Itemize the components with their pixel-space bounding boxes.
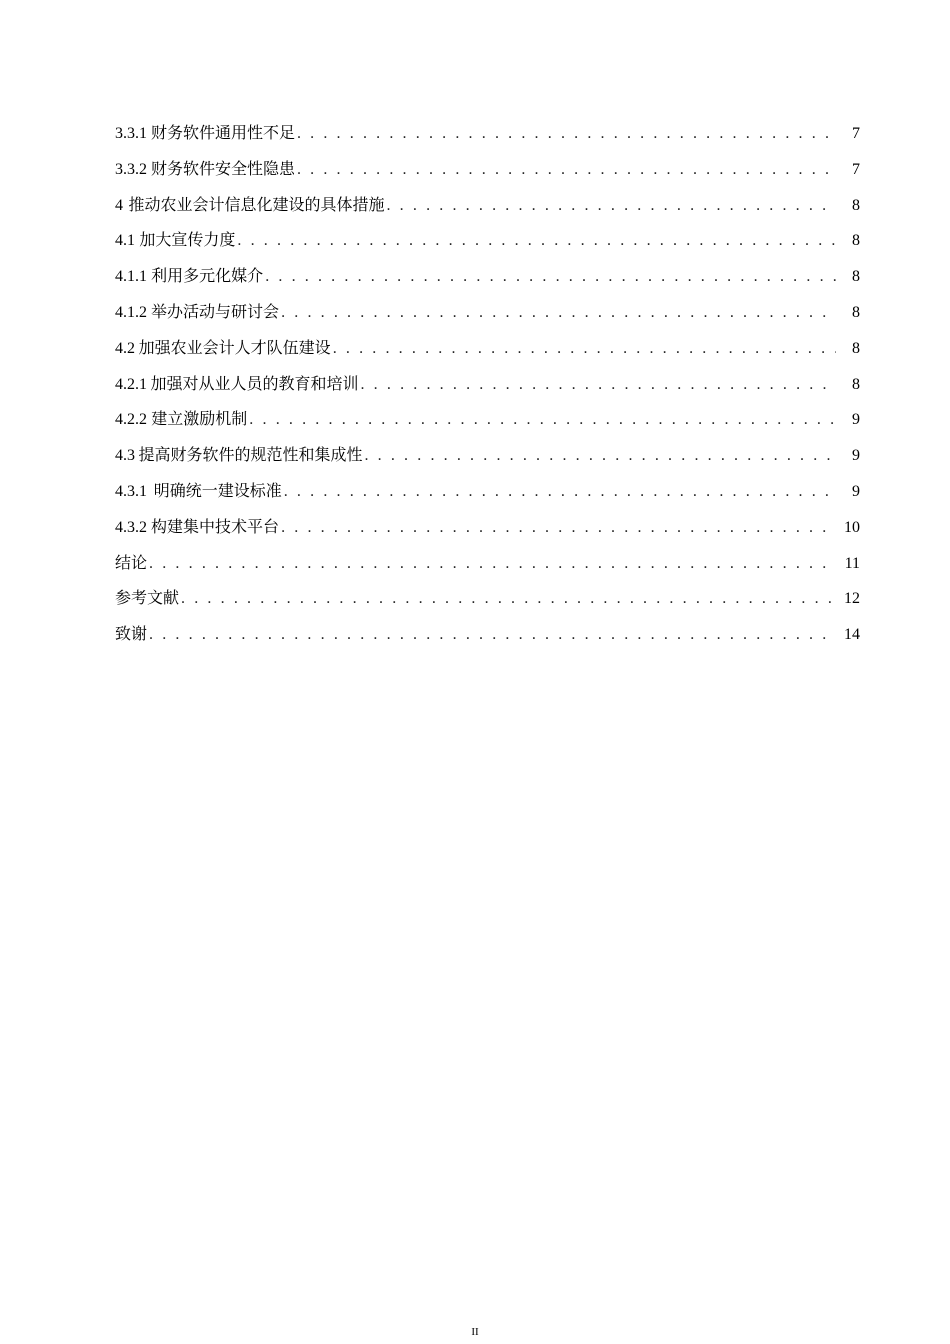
- toc-entry-title: 致谢: [115, 624, 148, 644]
- toc-entry-number: 3.3.2: [115, 160, 147, 178]
- toc-entry-title: 举办活动与研讨会: [151, 301, 280, 321]
- toc-entry-title: 推动农业会计信息化建设的具体措施: [128, 194, 385, 214]
- toc-entry-number: 4.1.1: [115, 268, 147, 286]
- dot-leader: [181, 581, 836, 617]
- dot-leader: [149, 617, 836, 653]
- page-number: II: [471, 1326, 479, 1338]
- toc-entry-number: 4.1.2: [115, 303, 147, 321]
- toc-entry-page: 14: [844, 626, 860, 644]
- toc-entry-title: 构建集中技术平台: [151, 516, 280, 536]
- toc-entry-number: 4.2.1: [115, 375, 147, 393]
- toc-entry-references[interactable]: [115, 580, 860, 616]
- dot-leader: [386, 188, 836, 224]
- table-of-contents: [115, 115, 860, 652]
- toc-entry-page: 8: [852, 196, 860, 214]
- toc-entry-page: 10: [844, 518, 860, 536]
- toc-entry-4-1-2[interactable]: [115, 294, 860, 330]
- toc-entry-3-3-1[interactable]: [115, 115, 860, 151]
- toc-entry-number: 4.3: [115, 447, 135, 465]
- toc-entry-3-3-2[interactable]: [115, 151, 860, 187]
- dot-leader: [249, 402, 836, 438]
- toc-entry-title: 提高财务软件的规范性和集成性: [138, 445, 363, 465]
- toc-entry-4-1-1[interactable]: [115, 258, 860, 294]
- toc-entry-page: 9: [852, 447, 860, 465]
- toc-entry-title: 加强农业会计人才队伍建设: [138, 337, 331, 357]
- dot-leader: [297, 152, 836, 188]
- toc-entry-number: 4: [115, 196, 123, 214]
- toc-entry-page: 8: [852, 375, 860, 393]
- dot-leader: [149, 546, 836, 582]
- toc-entry-4-2-1[interactable]: [115, 366, 860, 402]
- dot-leader: [284, 474, 836, 510]
- toc-entry-4[interactable]: [115, 187, 860, 223]
- toc-entry-title: 建立激励机制: [151, 409, 248, 429]
- toc-entry-page: 9: [852, 482, 860, 500]
- dot-leader: [333, 331, 836, 367]
- toc-entry-title: 财务软件通用性不足: [150, 123, 295, 142]
- dot-leader: [265, 259, 836, 295]
- toc-entry-4-2-2[interactable]: [115, 401, 860, 437]
- toc-entry-title: 财务软件安全性隐患: [150, 158, 295, 178]
- toc-entry-4-3-1[interactable]: [115, 473, 860, 509]
- toc-entry-number: 4.2.2: [115, 411, 147, 429]
- toc-entry-number: 4.3.1: [115, 482, 147, 500]
- dot-leader: [237, 223, 836, 259]
- toc-entry-4-3-2[interactable]: [115, 509, 860, 545]
- toc-entry-conclusion[interactable]: [115, 545, 860, 581]
- toc-entry-number: 3.3.1: [115, 125, 147, 142]
- toc-entry-4-3[interactable]: [115, 437, 860, 473]
- toc-entry-page: 8: [852, 303, 860, 321]
- toc-entry-page: 9: [852, 411, 860, 429]
- toc-entry-page: 7: [852, 160, 860, 178]
- dot-leader: [364, 438, 836, 474]
- dot-leader: [281, 295, 836, 331]
- toc-entry-page: 8: [852, 232, 860, 250]
- toc-entry-title: 利用多元化媒介: [151, 266, 264, 286]
- dot-leader: [297, 116, 836, 152]
- toc-entry-page: 8: [852, 268, 860, 286]
- toc-entry-page: 7: [852, 125, 860, 142]
- toc-entry-number: 4.3.2: [115, 518, 147, 536]
- toc-entry-number: 4.2: [115, 339, 135, 357]
- toc-entry-title: 明确统一建设标准: [153, 480, 282, 500]
- toc-entry-title: 参考文献: [115, 588, 180, 608]
- toc-entry-number: 4.1: [115, 232, 135, 250]
- toc-entry-acknowledgements[interactable]: [115, 616, 860, 652]
- toc-entry-page: 8: [852, 339, 860, 357]
- dot-leader: [360, 367, 836, 403]
- toc-entry-title: 加大宣传力度: [139, 230, 236, 250]
- toc-entry-page: 11: [844, 554, 860, 572]
- toc-entry-4-1[interactable]: [115, 222, 860, 258]
- toc-entry-page: 12: [844, 590, 860, 608]
- toc-entry-title: 结论: [115, 552, 148, 572]
- toc-entry-title: 加强对从业人员的教育和培训: [150, 373, 359, 393]
- dot-leader: [281, 510, 836, 546]
- toc-entry-4-2[interactable]: [115, 330, 860, 366]
